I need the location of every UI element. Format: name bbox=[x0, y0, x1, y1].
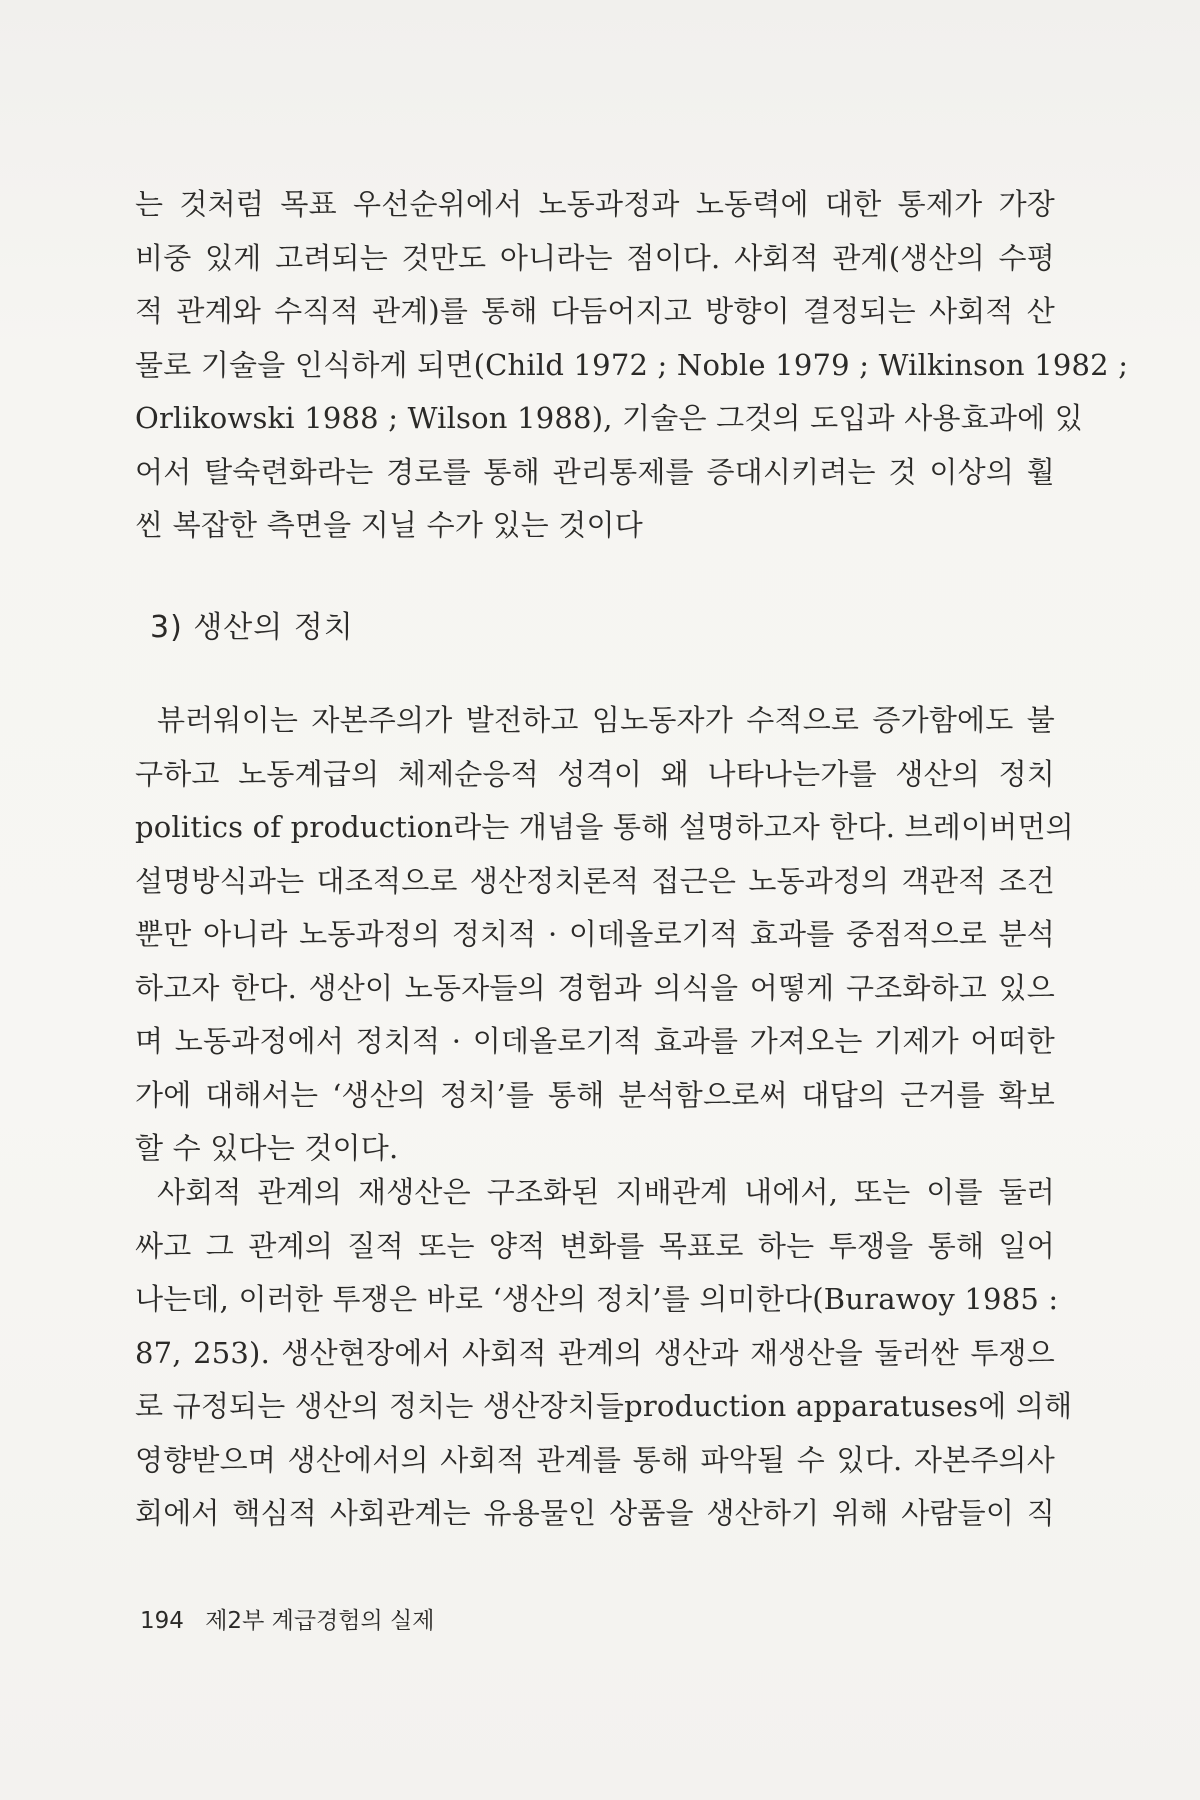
paragraph-line: 뿐만 아니라 노동과정의 정치적 · 이데올로기적 효과를 중점적으로 분석 bbox=[135, 917, 1055, 951]
paragraph-line: 사회적 관계의 재생산은 구조화된 지배관계 내에서, 또는 이를 둘러 bbox=[157, 1175, 1055, 1209]
paragraph-line: 는 것처럼 목표 우선순위에서 노동과정과 노동력에 대한 통제가 가장 bbox=[135, 187, 1055, 221]
page-footer bbox=[140, 1602, 434, 1635]
section-heading: 3) 생산의 정치 bbox=[150, 610, 354, 645]
paragraph-line: 하고자 한다. 생산이 노동자들의 경험과 의식을 어떻게 구조화하고 있으 bbox=[135, 970, 1055, 1005]
paragraph-line: 싸고 그 관계의 질적 또는 양적 변화를 목표로 하는 투쟁을 통해 일어 bbox=[135, 1228, 1055, 1263]
paragraph-line: 물로 기술을 인식하게 되면(Child 1972 ; Noble 1979 ; Wilkinson 1982 ; bbox=[135, 347, 1129, 382]
paragraph-line: 적 관계와 수직적 관계)를 통해 다듬어지고 방향이 결정되는 사회적 산 bbox=[135, 294, 1055, 328]
part-label: 제2부 bbox=[205, 1608, 265, 1634]
paragraph-line: 며 노동과정에서 정치적 · 이데올로기적 효과를 가져오는 기제가 어떠한 bbox=[135, 1024, 1055, 1058]
paragraph-line: 회에서 핵심적 사회관계는 유용물인 상품을 생산하기 위해 사람들이 직 bbox=[135, 1496, 1055, 1530]
paragraph-line: 87, 253). 생산현장에서 사회적 관계의 생산과 재생산을 둘러싼 투쟁으 bbox=[135, 1335, 1055, 1370]
paragraph-line: 씬 복잡한 측면을 지닐 수가 있는 것이다 bbox=[135, 508, 643, 542]
paragraph-2 bbox=[135, 694, 1074, 1176]
paragraph-line: 비중 있게 고려되는 것만도 아니라는 점이다. 사회적 관계(생산의 수평 bbox=[135, 240, 1055, 275]
paragraph-line: 뷰러워이는 자본주의가 발전하고 임노동자가 수적으로 증가함에도 불 bbox=[157, 703, 1055, 737]
paragraph-1 bbox=[135, 178, 1129, 553]
paragraph-line: 가에 대해서는 ‘생산의 정치’를 통해 분석함으로써 대답의 근거를 확보 bbox=[135, 1077, 1055, 1112]
paragraph-line: 나는데, 이러한 투쟁은 바로 ‘생산의 정치’를 의미한다(Burawoy 1985 : bbox=[135, 1282, 1059, 1316]
paragraph-3 bbox=[135, 1166, 1073, 1541]
paragraph-line: Orlikowski 1988 ; Wilson 1988), 기술은 그것의 도입과 사용효과에 있 bbox=[135, 401, 1083, 435]
paragraph-line: politics of production라는 개념을 통해 설명하고자 한다. 브레이버먼의 bbox=[135, 810, 1074, 844]
paragraph-line: 구하고 노동계급의 체제순응적 성격이 왜 나타나는가를 생산의 정치 bbox=[135, 756, 1055, 791]
paragraph-line: 어서 탈숙련화라는 경로를 통해 관리통제를 증대시키려는 것 이상의 훨 bbox=[135, 454, 1055, 489]
paragraph-line: 설명방식과는 대조적으로 생산정치론적 접근은 노동과정의 객관적 조건 bbox=[135, 863, 1055, 898]
page-number: 194 bbox=[140, 1608, 184, 1634]
chapter-title: 계급경험의 실제 bbox=[271, 1608, 435, 1634]
paragraph-line: 할 수 있다는 것이다. bbox=[135, 1131, 399, 1165]
paragraph-line: 영향받으며 생산에서의 사회적 관계를 통해 파악될 수 있다. 자본주의사 bbox=[135, 1442, 1055, 1477]
paragraph-line: 로 규정되는 생산의 정치는 생산장치들production apparatuses에 의해 bbox=[135, 1389, 1073, 1423]
